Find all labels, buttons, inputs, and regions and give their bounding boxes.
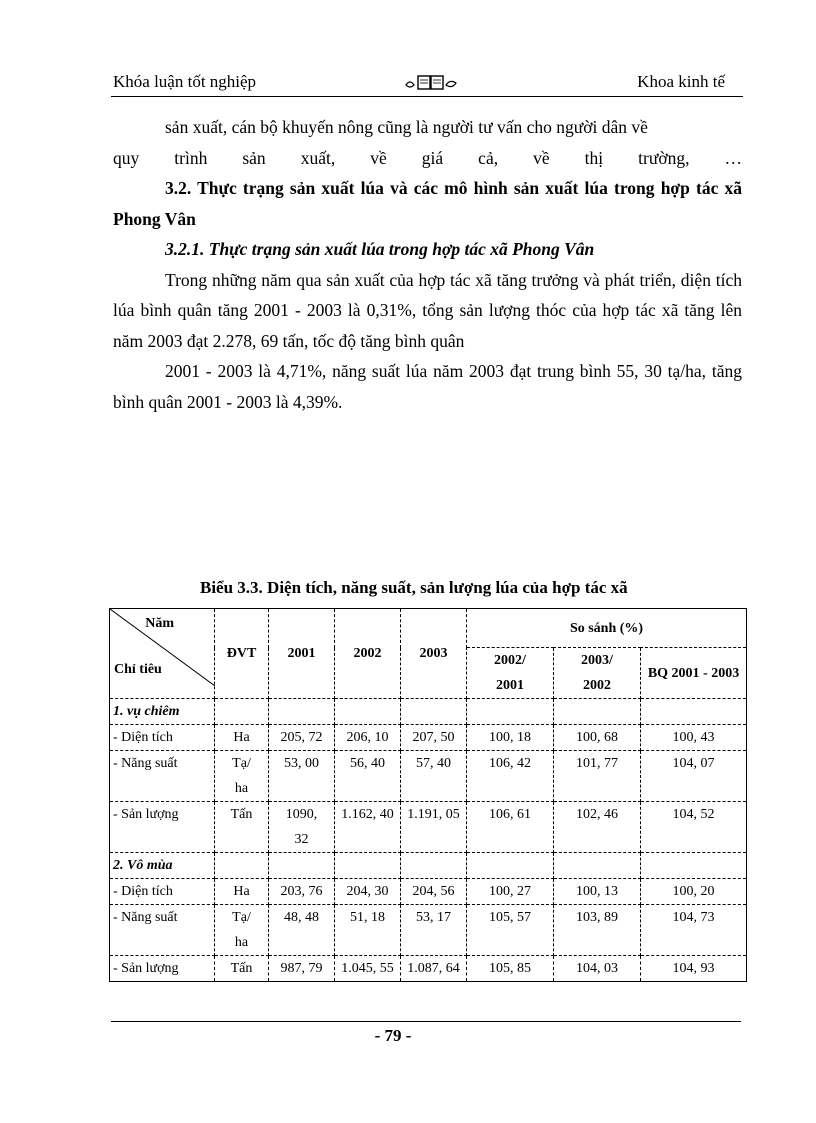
empty-cell [335, 853, 401, 879]
intro-word: về [370, 147, 387, 168]
empty-cell [401, 853, 467, 879]
value-2003: 57, 40 [401, 751, 467, 802]
compare-2002-2001: 100, 27 [467, 879, 554, 905]
value-2002: 51, 18 [335, 905, 401, 956]
row-unit-line: Tấn [230, 961, 253, 976]
table-caption: Biểu 3.3. Diện tích, năng suất, sản lượng lúa của hợp tác xã [200, 578, 628, 597]
intro-word: trường, [638, 147, 690, 168]
empty-cell [467, 853, 554, 879]
value-2001-line: 32 [294, 832, 309, 847]
value-2003: 1.087, 64 [401, 956, 467, 982]
compare-col-3: BQ 2001 - 2003 [641, 648, 747, 699]
compare-2002-2001: 105, 85 [467, 956, 554, 982]
empty-cell [641, 699, 747, 725]
compare-2003-2002: 103, 89 [554, 905, 641, 956]
compare-2002-2001: 106, 61 [467, 802, 554, 853]
intro-word: giá [421, 147, 444, 168]
book-ornament-icon [404, 73, 460, 91]
compare-avg: 104, 07 [641, 751, 747, 802]
empty-cell [641, 853, 747, 879]
intro-word: quy [113, 147, 140, 168]
empty-cell [215, 853, 269, 879]
year-header-2003: 2003 [401, 609, 467, 699]
intro-word: trình [174, 147, 208, 168]
row-unit-line: Tạ/ [232, 910, 251, 925]
compare-col-2-line1: 2003/ [581, 653, 613, 668]
value-2001-line: 48, 48 [284, 910, 319, 925]
table-section-row [110, 699, 747, 725]
intro-word: cả, [478, 147, 499, 168]
value-2002: 206, 10 [335, 725, 401, 751]
compare-col-1 [467, 648, 554, 699]
empty-cell [215, 699, 269, 725]
unit-header: ĐVT [215, 609, 269, 699]
header-right-title: Khoa kinh tế [637, 72, 725, 91]
value-2001 [269, 725, 335, 751]
row-label: - Sản lượng [110, 956, 215, 982]
body-paragraph-1: Trong những năm qua sản xuất của hợp tác xã tăng trưởng và phát triển, diện tích lúa bình quân tăng 2001 - 2003 là 0,31%, tổng sản lượng thóc của hợp tác xã tăng lên năm 2003 đạt 2.278, 69 tấn, tốc độ tăng bình quân [113, 269, 742, 351]
intro-word: về [533, 147, 550, 168]
compare-avg: 104, 73 [641, 905, 747, 956]
empty-cell [554, 853, 641, 879]
row-label: - Năng suất [110, 905, 215, 956]
value-2001-line: 1090, [285, 807, 318, 822]
compare-avg: 100, 20 [641, 879, 747, 905]
compare-2003-2002: 104, 03 [554, 956, 641, 982]
section-title: 2. Vô mùa [110, 853, 215, 879]
compare-col-1-line1: 2002/ [494, 653, 526, 668]
compare-col-2-line2: 2002 [583, 678, 611, 693]
row-unit [215, 879, 269, 905]
table-row [110, 802, 747, 853]
intro-word: sản [242, 147, 266, 168]
intro-word: thị [584, 147, 604, 168]
value-2002: 1.045, 55 [335, 956, 401, 982]
value-2001 [269, 802, 335, 853]
row-unit [215, 751, 269, 802]
row-unit-line: Ha [233, 884, 250, 899]
value-2002: 56, 40 [335, 751, 401, 802]
value-2003: 53, 17 [401, 905, 467, 956]
empty-cell [269, 853, 335, 879]
value-2003: 207, 50 [401, 725, 467, 751]
row-unit-line: Ha [233, 730, 250, 745]
value-2001 [269, 751, 335, 802]
row-unit [215, 956, 269, 982]
corner-indicator-label: Chỉ tiêu [114, 662, 162, 677]
value-2003: 204, 56 [401, 879, 467, 905]
section-title: 1. vụ chiêm [110, 699, 215, 725]
value-2002: 1.162, 40 [335, 802, 401, 853]
rice-production-table [109, 608, 747, 982]
compare-col-1-line2: 2001 [496, 678, 524, 693]
row-unit-line: ha [234, 781, 249, 796]
table-row [110, 751, 747, 802]
year-header-2002: 2002 [335, 609, 401, 699]
compare-avg: 104, 93 [641, 956, 747, 982]
compare-2003-2002: 100, 13 [554, 879, 641, 905]
corner-year-label: Năm [145, 616, 174, 631]
value-2001-line: 987, 79 [280, 961, 323, 976]
page-number: - 79 - [374, 1026, 412, 1045]
year-header-2001: 2001 [269, 609, 335, 699]
table-section-row [110, 853, 747, 879]
section-heading: 3.2. Thực trạng sản xuất lúa và các mô hình sản xuất lúa trong hợp tác xã Phong Vân [113, 178, 742, 229]
row-label: - Sản lượng [110, 802, 215, 853]
footer-rule [111, 1021, 741, 1022]
compare-2003-2002: 101, 77 [554, 751, 641, 802]
compare-2002-2001: 106, 42 [467, 751, 554, 802]
table-row [110, 879, 747, 905]
compare-2003-2002: 102, 46 [554, 802, 641, 853]
row-label: - Năng suất [110, 751, 215, 802]
compare-col-2 [554, 648, 641, 699]
row-unit-line: Tạ/ [232, 756, 251, 771]
compare-avg: 100, 43 [641, 725, 747, 751]
empty-cell [269, 699, 335, 725]
corner-header-cell [110, 609, 215, 699]
body-paragraph-2: 2001 - 2003 là 4,71%, năng suất lúa năm 2003 đạt trung bình 55, 30 tạ/ha, tăng bình quân 2001 - 2003 là 4,39%. [113, 361, 742, 412]
value-2001 [269, 956, 335, 982]
intro-word: xuất, [300, 147, 336, 168]
compare-header: So sánh (%) [467, 609, 747, 648]
intro-word: … [724, 147, 742, 168]
empty-cell [401, 699, 467, 725]
row-label: - Diện tích [110, 879, 215, 905]
value-2001 [269, 905, 335, 956]
table-row [110, 905, 747, 956]
value-2001-line: 203, 76 [280, 884, 323, 899]
empty-cell [335, 699, 401, 725]
intro-line-2 [113, 143, 742, 174]
row-unit [215, 802, 269, 853]
row-unit [215, 905, 269, 956]
compare-avg: 104, 52 [641, 802, 747, 853]
row-unit-line: Tấn [230, 807, 253, 822]
page-header [111, 70, 743, 97]
row-label: - Diện tích [110, 725, 215, 751]
paragraph-intro [113, 112, 742, 417]
empty-cell [554, 699, 641, 725]
table-row [110, 725, 747, 751]
intro-line-1: sản xuất, cán bộ khuyến nông cũng là người tư vấn cho người dân về [165, 117, 648, 137]
value-2002: 204, 30 [335, 879, 401, 905]
row-unit-line: ha [234, 935, 249, 950]
value-2003: 1.191, 05 [401, 802, 467, 853]
value-2001-line: 53, 00 [284, 756, 319, 771]
empty-cell [467, 699, 554, 725]
section-subheading: 3.2.1. Thực trạng sản xuất lúa trong hợp tác xã Phong Vân [165, 239, 595, 259]
value-2001-line: 205, 72 [280, 730, 323, 745]
value-2001 [269, 879, 335, 905]
row-unit [215, 725, 269, 751]
compare-2002-2001: 100, 18 [467, 725, 554, 751]
header-left-title: Khóa luận tốt nghiệp [113, 72, 257, 91]
table-row [110, 956, 747, 982]
compare-2003-2002: 100, 68 [554, 725, 641, 751]
compare-2002-2001: 105, 57 [467, 905, 554, 956]
